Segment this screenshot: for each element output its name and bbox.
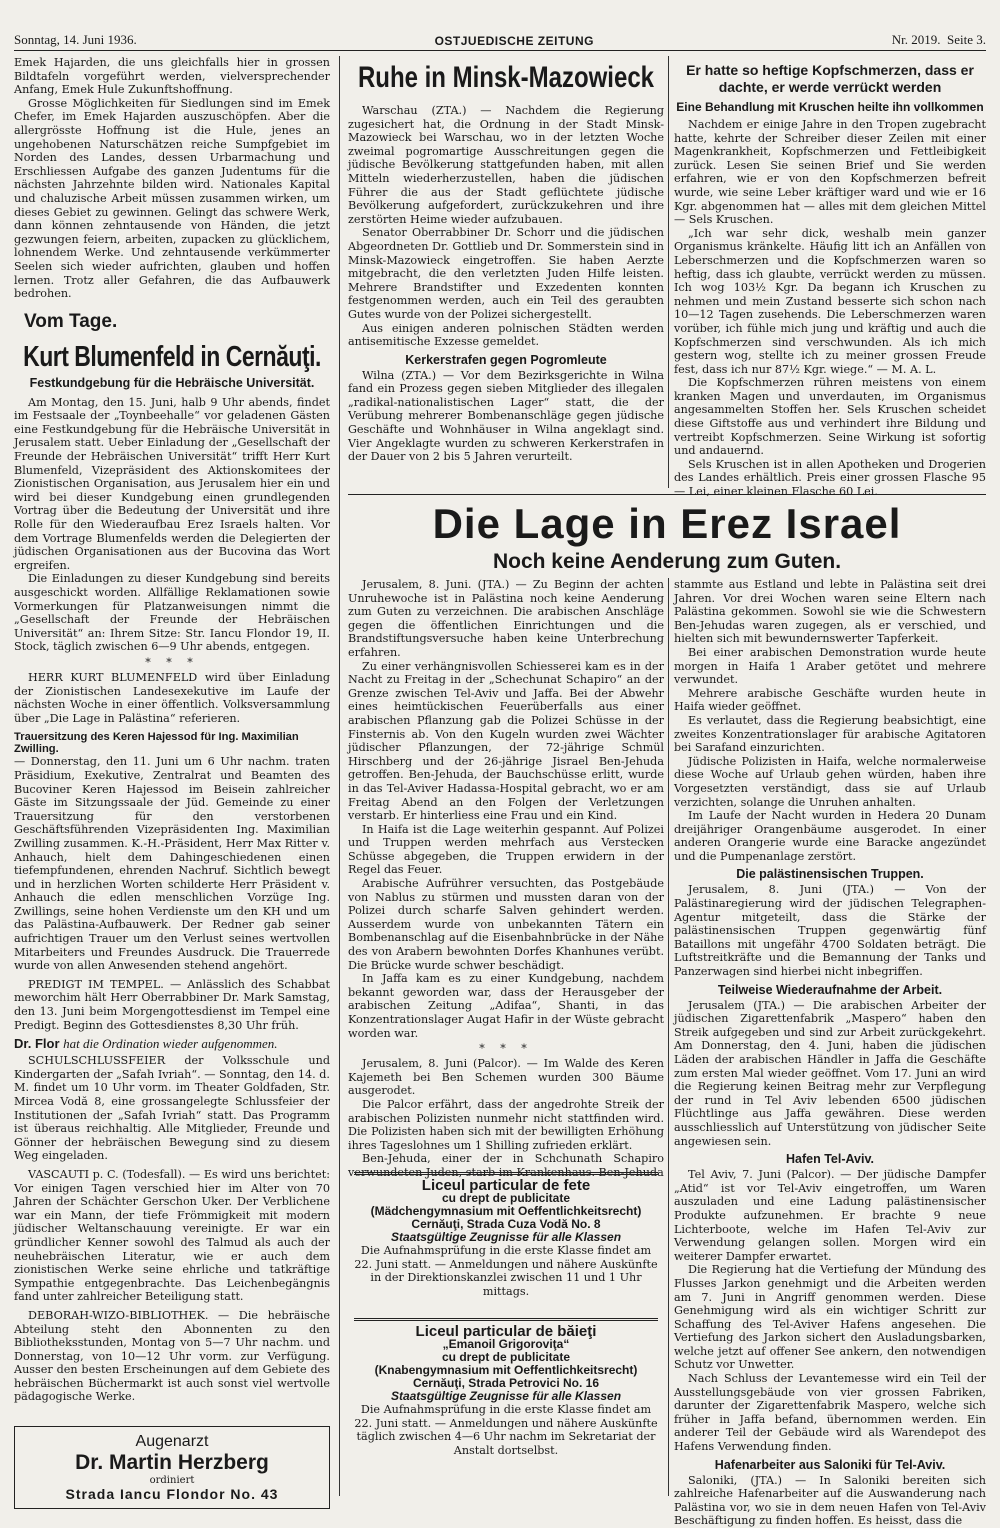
article-paragraph: Jerusalem (JTA.) — Die arabischen Arbeiter der jüdischen Zigarettenfabrik „Maspero“ haben den Streik aufgegeben und sind zur Arbeit zurückgekehrt. Am Donnerstag, den 4. Juni, haben die jüdischen Läden der arabischen Händler in Jaffa die Geschäfte zum ersten Mal wieder geöffnet. Vom 17. Juni an wird die Regierung keinen Beitrag mehr zur Verpflegung der rund in Tel Aviv lebenden 6500 jüdischen Flüchtlinge aus Jaffa gewähren. Diese werden ausschliesslich auf Unterstützung von jüdischer Seite angewiesen sein. — [674, 998, 986, 1148]
advertisement-augenarzt: Augenarzt Dr. Martin Herzberg ordiniert Strada Iancu Flondor No. 43 — [14, 1426, 330, 1509]
column-divider — [668, 578, 669, 1496]
article-paragraph: Wilna (ZTA.) — Vor dem Bezirksgerichte in Wilna fand ein Prozess gegen sieben Mitglieder des illegalen „radikal-nationalistischen Lager“ statt, die der Verübung mehrerer Bombenanschläge gegen jüdische Geschäfte und Wohnhäuser in Wilna angeklagt sind. Vier Angeklagte wurden zu schweren Kerkerstrafen in der Dauer von 2 bis 5 Jahren verurteilt. — [348, 368, 664, 464]
article-paragraph: Senator Oberrabbiner Dr. Schorr und die jüdischen Abgeordneten Dr. Gottlieb und Dr. Sommerstein sind in Minsk-Mazowieck eingetroffen. Sie haben Aerzte mitgebracht, die den verletzten Juden Hilfe leisten. Mehrere Brandstifter und Exzedenten konnten festgenommen werden, auch ein Teil des geraubten Gutes wurde von der Polizei sichergestellt. — [348, 226, 664, 321]
article-paragraph: Arabische Aufrührer versuchten, das Postgebäude von Nablus zu stürmen und mussten daran von der Polizei durch scharfe Salven gehindert werden. Ausserdem wurde von unbekannten Tätern ein Bombenanschlag auf die Eisenbahnbrücke in der Nähe des von Arabern bewohnten Dorfes Khanhunes verübt. Die Brücke wurde schwer beschädigt. — [348, 877, 664, 972]
headline-hafen: Hafen Tel-Aviv. — [786, 1152, 874, 1167]
article-paragraph: Die Einladungen zu dieser Kundgebung sind bereits ausgeschickt worden. Allfällige Reklamationen sowie Vormerkungen für Platzanweisungen nimmt die „Gesellschaft der Freunde der Hebräischen Universität“ an: Ihrem Sitze: Str. Iancu Flondor 19, II. Stock, täglich zwischen 6—9 Uhr abends, entgegen. — [14, 572, 330, 654]
article-paragraph: Tel Aviv, 7. Juni (Palcor). — Der jüdische Dampfer „Atid“ ist vor Tel-Aviv eingetroffen, um Waren auszuladen und eine Ladung palästinensischer Produkte aufzunehmen. Er brachte 9 neue Lichterboote, welche im Hafen Tel-Aviv zur Verwendung gelangen sollen. Morgen wird ein weiterer Dampfer erwartet. — [674, 1168, 986, 1263]
notice-trauersitzung: — Donnerstag, den 11. Juni um 6 Uhr nachm. traten Präsidium, Exekutive, Zentralrat und Beamten des Bucoviner Keren Hajessod im Beisein zahlreicher Gäste im Sitzungssaale der Jüd. Gemeinde zu einer Trauersitzung für den verstorbenen Geschäftsführenden Vizepräsidenten Ing. Maximilian Zwilling zusammen. K.-H.-Präsident, Herr Max Ritter v. Anhauch, hielt dem Dahingeschiedenen einen tiefempfundenen, ehrenden Nachruf. Sichtlich bewegt und in herzlichen Worten schilderte Herr Präsident v. Anhauch die edlen menschlichen Vorzüge Ing. Zwillings, seine hohen Verdienste um den KH und um das Palästina-Aufbauwerk. Der Redner gab seiner aufrichtigen Trauer um den Verlust seines wertvollen Mitarbeiters und Freundes Ausdruck. Die Trauerrede wurde von allen Anwesenden stehend angehört. — [14, 755, 330, 973]
article-paragraph: Jerusalem, 8. Juni (JTA.) — Von der Palästinaregierung wird der jüdischen Telegraphen-Agentur mitgeteilt, dass die Stärke der palästinensischen Truppen gegenwärtig fünf Bataillons mit ungefähr 4700 Soldaten beträgt. Die Luftstreitkräfte und die Bemannung der Tanks und Panzerwagen sind hierbei nicht inbegriffen. — [674, 883, 986, 979]
page-header — [14, 30, 986, 48]
notice-blumenfeld: HERR KURT BLUMENFELD wird über Einladung der Zionistischen Landesexekutive im Laufe der nächsten Woche in einer öffentlich. Volksversammlung über „Die Lage in Palästina“ referieren. — [14, 670, 330, 725]
section-heading-vom-tage: Vom Tage. — [24, 310, 118, 332]
notice-dr-flor: Dr. Flor hat die Ordination wieder aufgenommen. — [14, 1036, 278, 1052]
article-paragraph: Es verlautet, dass die Regierung beabsichtigt, eine zweites Konzentrationslager für arabische Agitatoren bei Sarafand einzurichten. — [674, 713, 986, 755]
column-divider — [668, 56, 669, 488]
header-rule — [14, 50, 986, 51]
notice-vascauti: VASCAUTI p. C. (Todesfall). — Es wird uns berichtet: Vor einigen Tagen verschied hier im Alter von 70 Jahren der Schächter Gerschon Uker. Der Verblichene war ein Mann, der tiefe Frömmigkeit mit modern jüdischer Weltanschauung vereinigte. Er war ein gründlicher Kenner sowohl des Talmud als auch der neuhebräischen Literatur, wie er auch dem zionistischen Werke seine ehrliche und tatkräftige Sympathie entgegenbrachte. Das Leichenbegängnis fand unter zahlreicher Beteiligung statt. — [14, 1167, 330, 1304]
column-middle-erez — [348, 578, 664, 1179]
article-paragraph: Jüdische Polizisten in Haifa, welche normalerweise diese Woche auf Urlaub gehen würden, haben ihre Vorgesetzten verständigt, dass sie auf Urlaub verzichten, solange die Unruhen anhalten. — [674, 754, 986, 809]
article-paragraph: Mehrere arabische Geschäfte wurden heute in Haifa wieder geöffnet. — [674, 686, 986, 714]
article-paragraph: Die Kopfschmerzen rühren meistens von einem kranken Magen und unverdauten, im Organismus angesammelten Stoffen her. Sels Kruschen scheidet diese Giftstoffe aus und verhindert ihre Bildung und vertreibt Kopfschmerzen. Seine Wirkung ist sofortig und andauernd. — [674, 376, 986, 458]
column-right-top — [674, 56, 986, 499]
separator-stars: * * * — [479, 1042, 533, 1056]
column-right-erez — [674, 578, 986, 1528]
notice-predigt: PREDIGT IM TEMPEL. — Anlässlich des Schabbat meworchim hält Herr Oberrabbiner Dr. Mark Samstag, den 13. Juni beim Morgengottesdienst im Tempel eine Predigt. Beginn des Gottesdienstes 8,30 Uhr früh. — [14, 977, 330, 1032]
article-paragraph: Nach Schluss der Levantemesse wird ein Teil der Ausstellungsgebäude von vier grossen Fabriken, darunter der Zigarettenfabrik Maspero, welche sich früher in Jaffa befand, übernommen werden. Ein anderer Teil der Gebäude wird als Warendepot des Hafens Verwendung finden. — [674, 1372, 986, 1454]
article-paragraph: Jerusalem, 8. Juni. (JTA.) — Zu Beginn der achten Unruhewoche ist in Palästina noch keine Aenderung zum Guten zu verzeichnen. Die arabischen Anschläge gegen die öffentlichen Einrichtungen und die Brandstiftungsversuche haben keine Unterbrechung erfahren. — [348, 578, 664, 659]
article-paragraph: Grosse Möglichkeiten für Siedlungen sind im Emek Chefer, im Emek Hajarden auszuschöpfen. Aber die allergrösste Hoffnung ist die Hule, jenes an ungehobenen Naturschätzen reiche Sumpfgebiet im Norden des Landes, dessen Urbarmachung und Erschliessen Aufgabe des ganzen Judentums für die nächsten Jahrzehnte bilden wird. Nationales Kapital und chaluzische Arbeit müssen zusammen wirken, um dieses Gebiet zu gewinnen. Gelingt das schwere Werk, dann können zehntausende von Händen, die jetzt gezwungen feiern, arbeiten, zupacken zu glücklichem, lohnendem Werke. Und zehntausende verkümmerter Seelen sich wieder aufrichten, glauben und hoffen lernen. Trotz aller Gefahren, die das Aufbauwerk bedrohen. — [14, 96, 330, 301]
notice-heading-trauersitzung: Trauersitzung des Keren Hajessod für Ing. Maximilian Zwilling. — [14, 731, 299, 756]
article-paragraph: Die Palcor erfährt, dass der angedrohte Streik der arabischen Polizisten nunmehr nicht stattfinden wird. Die Polizisten haben sich mit der bewilligten Erhöhung ihres Tageslohnes um 1 Shilling zufrieden erklärt. — [348, 1097, 664, 1152]
article-paragraph: Ben-Jehuda, einer der in Schchunath Schapiro verwundeten Juden, starb im Krankenhaus. Ben-Jehuda — [348, 1152, 664, 1179]
article-paragraph: stammte aus Estland und lebte in Palästina seit drei Jahren. Vor drei Wochen waren seine Eltern nach Palästina gekommen. Sowohl sie wie die Schwestern Ben-Jehudas waren zugegen, als er verschied, und hielten sich mit bewundernswerter Tapferkeit. — [674, 578, 986, 646]
headline-kerkerstrafen: Kerkerstrafen gegen Pogromleute — [405, 352, 607, 367]
notice-schulschlussfeier: SCHULSCHLUSSFEIER der Volksschule und Kindergarten der „Safah Ivriah“. — Sonntag, den 14. d. M. findet um 10 Uhr vorm. im Theater Goldfaden, Str. Mircea Vodă 8, eine grossangelegte Schlussfeier der Institutionen der „Safah Ivriah“ statt. Das Programm ist überaus reichhaltig. Alle Mitglieder, Freunde und Gönner der hebräischen Bewegung sind zu diesem Weg eingeladen. — [14, 1054, 330, 1163]
column-left — [14, 56, 330, 1503]
article-paragraph: Sels Kruschen ist in allen Apotheken und Drogerien des Landes erhältlich. Preis einer grossen Flasche 95— Lei, einer kleinen Flasche 60 Lei. — [674, 457, 986, 499]
subheadline-blumenfeld: Festkundgebung für die Hebräische Universität. — [29, 375, 315, 390]
column-divider — [339, 56, 340, 1496]
header-issue-page: Nr. 2019. Seite 3. — [891, 32, 986, 47]
article-intro: Emek Hajarden, die uns gleichfalls hier in grossen Bildtafeln vorgeführt werden, vielversprechender Anfang, Emek Hule Zukunftshoffnung. — [14, 56, 330, 97]
newspaper-title: OSTJUEDISCHE ZEITUNG — [434, 34, 594, 48]
headline-minsk: Ruhe in Minsk-Mazowieck — [357, 60, 655, 95]
article-paragraph: Saloniki, (JTA.) — In Saloniki bereiten sich zahlreiche Hafenarbeiter auf die Auswanderung nach Palästina vor, wo sie in dem neuen Hafen von Tel-Aviv Beschäftigung zu finden hoffen. Es heisst, dass die — [674, 1473, 986, 1528]
headline-saloniki: Hafenarbeiter aus Saloniki für Tel-Aviv. — [714, 1457, 946, 1472]
article-paragraph: Bei einer arabischen Demonstration wurde heute morgen in Haifa 1 Araber getötet und mehrere verwundet. — [674, 645, 986, 687]
article-paragraph: Jerusalem, 8. Juni (Palcor). — Im Walde des Keren Kajemeth bei Ben Schemen wurden 300 Bäume ausgerodet. — [348, 1057, 664, 1098]
article-paragraph: Im Laufe der Nacht wurden in Hedera 20 Dunam dreijähriger Orangenbäume ausgerodet. In einer anderen Orangerie wurde eine Baracke angezündet und die Pumpenanlage zerstört. — [674, 809, 986, 863]
headline-sub: Noch keine Aenderung zum Guten. — [492, 550, 842, 573]
header-date: Sonntag, 14. Juni 1936. — [14, 32, 137, 47]
article-paragraph: Nachdem er einige Jahre in den Tropen zugebracht hatte, kehrte der Schreiber dieser Zeilen mit einer Magenkrankheit, Kopfschmerzen und Fettleibigkeit zurück. Lesen Sie seinen Brief und Sie werden erfahren, wie er von den Kopfschmerzen befreit wurde, wie seine Leber kräftiger ward und wie er 16 Kgr. abgenommen hat — alles mit dem gleichen Mittel — Sels Kruschen. — [674, 118, 986, 227]
article-paragraph: Die Regierung hat die Vertiefung der Mündung des Flusses Jarkon genehmigt und die Arbeiten werden am 7. Juni in Angriff genommen werden. Diese Genehmigung wird als ein wichtiger Schritt zur Schaffung des Tel-Aviver Hafens angesehen. Die Vertiefung des Jarkon sichert den Ausladungsbarken, welche jetzt auf offener See ankern, den notwendigen Schutz vor Unwetter. — [674, 1263, 986, 1372]
headline-arbeit: Teilweise Wiederaufnahme der Arbeit. — [717, 982, 943, 997]
notice-deborah-wizo: DEBORAH-WIZO-BIBLIOTHEK. — Die hebräische Abteilung steht den Abonnenten zu den Bibliotheksstunden, Montag von 5—7 Uhr nachm. und Donnerstag, von 10—12 Uhr vorm. zur Verfügung. Ausser den besten Erscheinungen auf dem Gebiete des hebräischen Büchermarkt ist auch sonst viel wertvolle pädagogische Werke. — [14, 1308, 330, 1404]
column-middle-top — [348, 56, 664, 486]
headline-blumenfeld: Kurt Blumenfeld in Cernăuţi. — [23, 339, 321, 372]
article-paragraph: Aus einigen anderen polnischen Städten werden antisemitische Exzesse gemeldet. — [348, 321, 664, 349]
article-paragraph: Am Montag, den 15. Juni, halb 9 Uhr abends, findet im Festsaale der „Toynbeehalle“ vor geladenen Gästen eine Festkundgebung für die Hebräische Universität in Jerusalem statt. Ueber Einladung der „Gesellschaft der Freunde der Hebräischen Universität“ trifft Herr Kurt Blumenfeld, Vizepräsident des Aktionskomitees der Zionistischen Organisation, aus Jerusalem hier ein und wird bei dieser Kundgebung einen grundlegenden Vortrag über die Bedeutung der Universität und ihre Rolle für den Wiederaufbau Erez Israels halten. Vor dem Vortrage Blumenfelds werden die Delegierten der jüdischen Organisationen aus der Bucovina das Wort ergreifen. — [14, 395, 330, 572]
advertisement-liceul-fete: Liceul particular de fete cu drept de publicitate (Mädchengymnasium mit Oeffentlichkeitsrecht) Cernăuţi, Strada Cuza Vodă No. 8 Staatsgültige Zeugnisse für alle Klassen Die Aufnahmsprüfung in die erste Klasse findet am 22. Juni statt. — Anmeldungen und nähere Auskünfte in der Direktionskanzlei zwischen 11 und 1 Uhr mittags. — [354, 1172, 658, 1298]
headline-kruschen: Er hatte so heftige Kopfschmerzen, dass er dachte, er werde verrückt werden — [686, 62, 974, 95]
headline-main: Die Lage in Erez Israel — [432, 500, 902, 547]
article-paragraph: In Jaffa kam es zu einer Kundgebung, nachdem bekannt geworden war, dass der Herausgeber der arabischen Zeitung „Adifaa“, Shanti, in das Konzentrationslager Augat Hafir in der Wüste gebracht worden war. — [348, 972, 664, 1040]
article-paragraph: „Ich war sehr dick, weshalb mein ganzer Organismus kränkelte. Häufig litt ich an Anfällen von Leberschmerzen und die Kopfschmerzen waren so heftig, dass ich glaubte, verrückt werden zu müssen. Ich wog 103½ Kgr. Da begann ich Kruschen zu nehmen und mein Zustand besserte sich schon nach 10—12 Tagen zusehends. Die Leberschmerzen waren vorüber, ich fühle mich jung und kräftig und auch die Kopfschmerzen sind verschwunden. Als ich mich gestern wog, stellte ich zu meiner grossen Freude fest, dass ich nur 87½ Kgr. wiege.“ — M. A. L. — [674, 226, 986, 376]
advertisement-liceul-baieti: Liceul particular de băieţi „Emanoil Grigoroviţa“ cu drept de publicitate (Knabengymnasium mit Oeffentlichkeitsrecht) Cernăuţi, Strada Petrovici No. 16 Staatsgültige Zeugnisse für alle Klassen Die Aufnahmsprüfung in die erste Klasse findet am 22. Juni statt. — Anmeldungen und nähere Auskünfte täglich zwischen 4—6 Uhr nachm im Sekretariat der Anstalt dortselbst. — [354, 1318, 658, 1457]
article-paragraph: Zu einer verhängnisvollen Schiesserei kam es in der Nacht zu Freitag in der „Schechunat Schapiro“ an der Grenze zwischen Tel-Aviv und Jaffa. Bei der Abwehr eines heimtückischen Feuerüberfalls aus einer arabischen Pflanzung gab die Polizei Schüsse in der Finsternis ab. Von den Kugeln wurden zwei Wächter jüdischer Pflanzungen, der 72-jährige Schmül Hirschberg und der 26-jährige Jisrael Ben-Jehuda getroffen. Ben-Jehuda, der Bauchschüsse erlitt, wurde in das Tel-Aviver Hadassa-Hospital gebracht, wo er am Freitag Abend an den Folgen der Verletzungen verstarb. Er hinterliess eine Frau und ein Kind. — [348, 659, 664, 823]
article-paragraph: In Haifa ist die Lage weiterhin gespannt. Auf Polizei und Truppen werden mehrfach aus Verstecken Schüsse abgegeben, die Truppen erwidern in der Regel das Feuer. — [348, 822, 664, 877]
separator-stars: * * * — [145, 655, 199, 669]
article-paragraph: Warschau (ZTA.) — Nachdem die Regierung zugesichert hat, die Ordnung in der Stadt Minsk-Mazowieck bei Warschau, wo in der letzten Woche zweimal pogromartige Ausschreitungen gegen die jüdische Bevölkerung stattgefunden haben, mit allen Mitteln wiederherzustellen, haben die jüdischen Führer die aus der Stadt geflüchtete jüdische Bevölkerung aufgefordert, zurückzukehren und ihre zerstörten Heime wieder aufzubauen. — [348, 104, 664, 226]
subheadline-kruschen: Eine Behandlung mit Kruschen heilte ihn vollkommen — [676, 100, 984, 114]
headline-truppen: Die palästinensischen Truppen. — [736, 867, 924, 882]
headline-erez-israel — [348, 500, 986, 574]
